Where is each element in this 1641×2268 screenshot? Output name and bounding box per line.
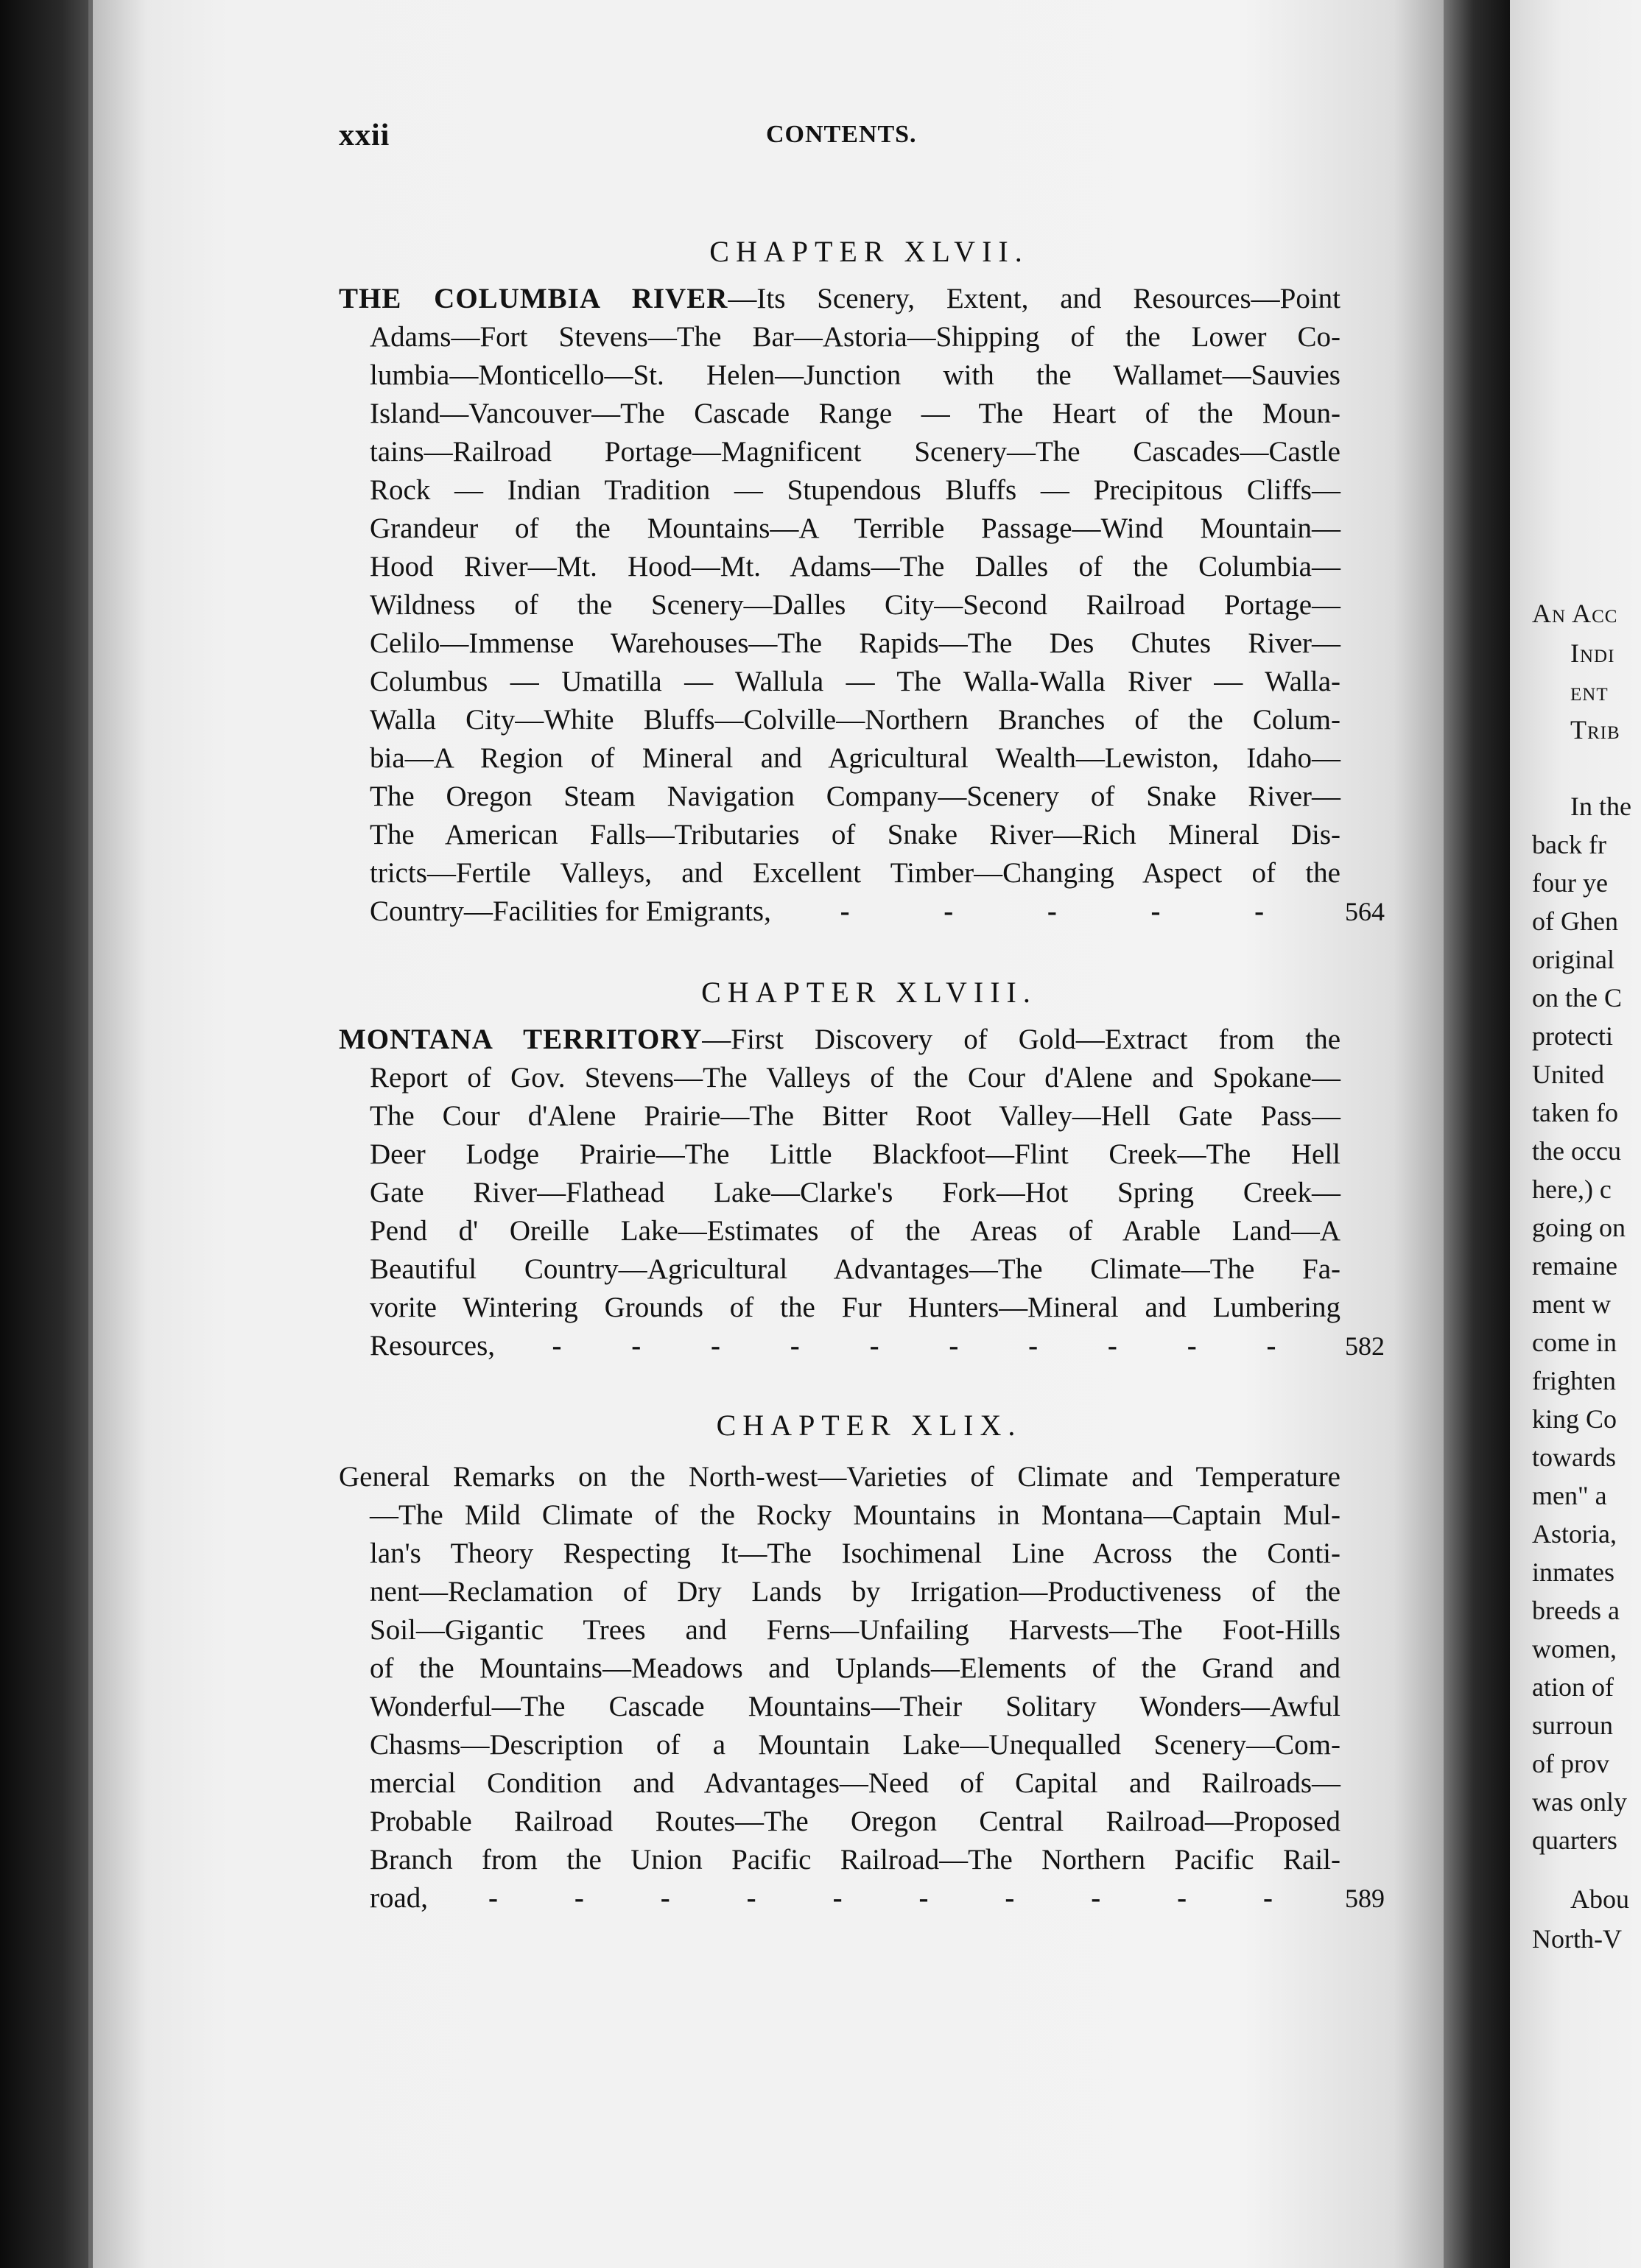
running-head [339, 118, 1399, 162]
entry-line: Gate River—Flathead Lake—Clarke's Fork—Hot Spring Creek— [370, 1177, 1340, 1208]
adjacent-line: towards [1532, 1443, 1616, 1472]
entry-line: Chasms—Description of a Mountain Lake—Unequalled Scenery—Com- [370, 1729, 1340, 1761]
page-number: 589 [1345, 1884, 1385, 1913]
adjacent-line: protecti [1532, 1021, 1613, 1051]
entry-line: bia—A Region of Mineral and Agricultural Wealth—Lewiston, Idaho— [370, 742, 1340, 774]
entry-line: Deer Lodge Prairie—The Little Blackfoot—Flint Creek—The Hell [370, 1138, 1340, 1170]
entry-line: Soil—Gigantic Trees and Ferns—Unfailing Harvests—The Foot-Hills [370, 1614, 1340, 1646]
entry-line: of the Mountains—Meadows and Uplands—Elements of the Grand and [370, 1652, 1340, 1684]
entry-last-line [339, 1879, 1385, 1917]
entry-line: road, [370, 1882, 429, 1914]
adjacent-line: Indi [1570, 638, 1615, 668]
adjacent-line: here,) c [1532, 1174, 1612, 1204]
chapter-heading: CHAPTER XLVII. [709, 235, 1029, 268]
running-head-title: CONTENTS. [766, 121, 917, 148]
entry-line: MONTANA TERRITORY—First Discovery of Gold—Extract from the [339, 1024, 1340, 1055]
page-folio: xxii [339, 119, 390, 152]
entry-line: Rock — Indian Tradition — Stupendous Bluffs — Precipitous Cliffs— [370, 474, 1340, 506]
dot-leaders: - - - - - - - - - - [552, 1330, 1276, 1362]
entry-line: nent—Reclamation of Dry Lands by Irrigation—Productiveness of the [370, 1576, 1340, 1607]
adjacent-line: An Acc [1532, 599, 1618, 628]
dot-leaders: - - - - - - - - - - [488, 1882, 1273, 1914]
entry-line: The American Falls—Tributaries of Snake River—Rich Mineral Dis- [370, 819, 1340, 850]
entry-line: tains—Railroad Portage—Magnificent Scenery—The Cascades—Castle [370, 436, 1340, 468]
adjacent-line: four ye [1532, 868, 1608, 898]
adjacent-line: women, [1532, 1634, 1617, 1663]
entry-line: Country—Facilities for Emigrants, [370, 895, 771, 927]
adjacent-line: men" a [1532, 1481, 1607, 1510]
adjacent-line: ment w [1532, 1289, 1611, 1319]
adjacent-line: Abou [1570, 1884, 1629, 1914]
entry-line: Hood River—Mt. Hood—Mt. Adams—The Dalles of the Columbia— [370, 551, 1340, 582]
adjacent-line: Trib [1570, 715, 1620, 744]
entry-line: Probable Railroad Routes—The Oregon Central Railroad—Proposed [370, 1806, 1340, 1837]
entry-line: General Remarks on the North-west—Varieties of Climate and Temperature [339, 1461, 1340, 1493]
adjacent-line: taken fo [1532, 1098, 1618, 1127]
entry-line: Wonderful—The Cascade Mountains—Their Solitary Wonders—Awful [370, 1691, 1340, 1722]
adjacent-line: North-V [1532, 1924, 1622, 1954]
entry-line: Resources, [370, 1330, 496, 1362]
chapter-heading: CHAPTER XLIX. [716, 1409, 1022, 1442]
adjacent-line: back fr [1532, 830, 1606, 859]
entry-line: THE COLUMBIA RIVER—Its Scenery, Extent, and Resources—Point [339, 283, 1340, 314]
adjacent-line: Astoria, [1532, 1519, 1617, 1549]
toc-entry [339, 1458, 1385, 1917]
page-gutter [1444, 0, 1510, 2268]
adjacent-line: original [1532, 945, 1614, 974]
adjacent-line: of Ghen [1532, 906, 1618, 936]
adjacent-line: quarters [1532, 1825, 1617, 1855]
chapter-heading: CHAPTER XLVIII. [701, 976, 1037, 1009]
entry-line: The Cour d'Alene Prairie—The Bitter Root Valley—Hell Gate Pass— [370, 1100, 1340, 1132]
entry-subject: THE COLUMBIA RIVER [339, 283, 728, 314]
entry-line: The Oregon Steam Navigation Company—Scenery of Snake River— [370, 781, 1340, 812]
adjacent-line: of prov [1532, 1749, 1609, 1778]
adjacent-line: going on [1532, 1213, 1626, 1242]
toc-entry [339, 1021, 1385, 1365]
entry-last-line [339, 1327, 1385, 1365]
entry-line: Branch from the Union Pacific Railroad—The Northern Pacific Rail- [370, 1844, 1340, 1876]
adjacent-line: remaine [1532, 1251, 1617, 1281]
entry-line: Adams—Fort Stevens—The Bar—Astoria—Shipping of the Lower Co- [370, 321, 1340, 353]
adjacent-line: United [1532, 1060, 1604, 1089]
entry-line: lumbia—Monticello—St. Helen—Junction with the Wallamet—Sauvies [370, 359, 1340, 391]
page-number: 582 [1345, 1331, 1385, 1361]
entry-line: Grandeur of the Mountains—A Terrible Passage—Wind Mountain— [370, 513, 1340, 544]
entry-last-line [339, 892, 1385, 931]
dot-leaders: - - - - - [840, 895, 1265, 927]
adjacent-line: ation of [1532, 1672, 1614, 1702]
entry-line: vorite Wintering Grounds of the Fur Hunters—Mineral and Lumbering [370, 1292, 1340, 1323]
adjacent-line: ent [1570, 677, 1609, 706]
entry-line: Celilo—Immense Warehouses—The Rapids—The Des Chutes River— [370, 627, 1340, 659]
entry-line: Columbus — Umatilla — Wallula — The Walla-Walla River — Walla- [370, 666, 1340, 697]
adjacent-line: inmates [1532, 1557, 1614, 1587]
entry-line: Report of Gov. Stevens—The Valleys of the Cour d'Alene and Spokane— [370, 1062, 1340, 1094]
entry-line: Pend d' Oreille Lake—Estimates of the Areas of Arable Land—A [370, 1215, 1340, 1247]
entry-line: Island—Vancouver—The Cascade Range — The Heart of the Moun- [370, 398, 1340, 429]
entry-line: Beautiful Country—Agricultural Advantages—The Climate—The Fa- [370, 1253, 1340, 1285]
entry-line: mercial Condition and Advantages—Need of Capital and Railroads— [370, 1767, 1340, 1799]
entry-line: Walla City—White Bluffs—Colville—Northern Branches of the Colum- [370, 704, 1340, 736]
adjacent-line: the occu [1532, 1136, 1621, 1166]
adjacent-line: frighten [1532, 1366, 1616, 1395]
left-binding-edge [0, 0, 103, 2268]
entry-line: tricts—Fertile Valleys, and Excellent Timber—Changing Aspect of the [370, 857, 1340, 889]
adjacent-page [1510, 0, 1641, 2268]
adjacent-line: breeds a [1532, 1596, 1620, 1625]
adjacent-line: was only [1532, 1787, 1627, 1817]
entry-line: Wildness of the Scenery—Dalles City—Second Railroad Portage— [370, 589, 1340, 621]
page-number: 564 [1345, 897, 1385, 926]
toc-entry [339, 280, 1385, 931]
entry-subject: MONTANA TERRITORY [339, 1024, 703, 1055]
adjacent-line: In the [1570, 792, 1631, 821]
adjacent-line: king Co [1532, 1404, 1617, 1434]
adjacent-line: on the C [1532, 983, 1622, 1012]
entry-line: lan's Theory Respecting It—The Isochimenal Line Across the Conti- [370, 1538, 1340, 1569]
adjacent-line: surroun [1532, 1711, 1613, 1740]
entry-line: —The Mild Climate of the Rocky Mountains in Montana—Captain Mul- [370, 1499, 1340, 1531]
adjacent-line: come in [1532, 1328, 1617, 1357]
